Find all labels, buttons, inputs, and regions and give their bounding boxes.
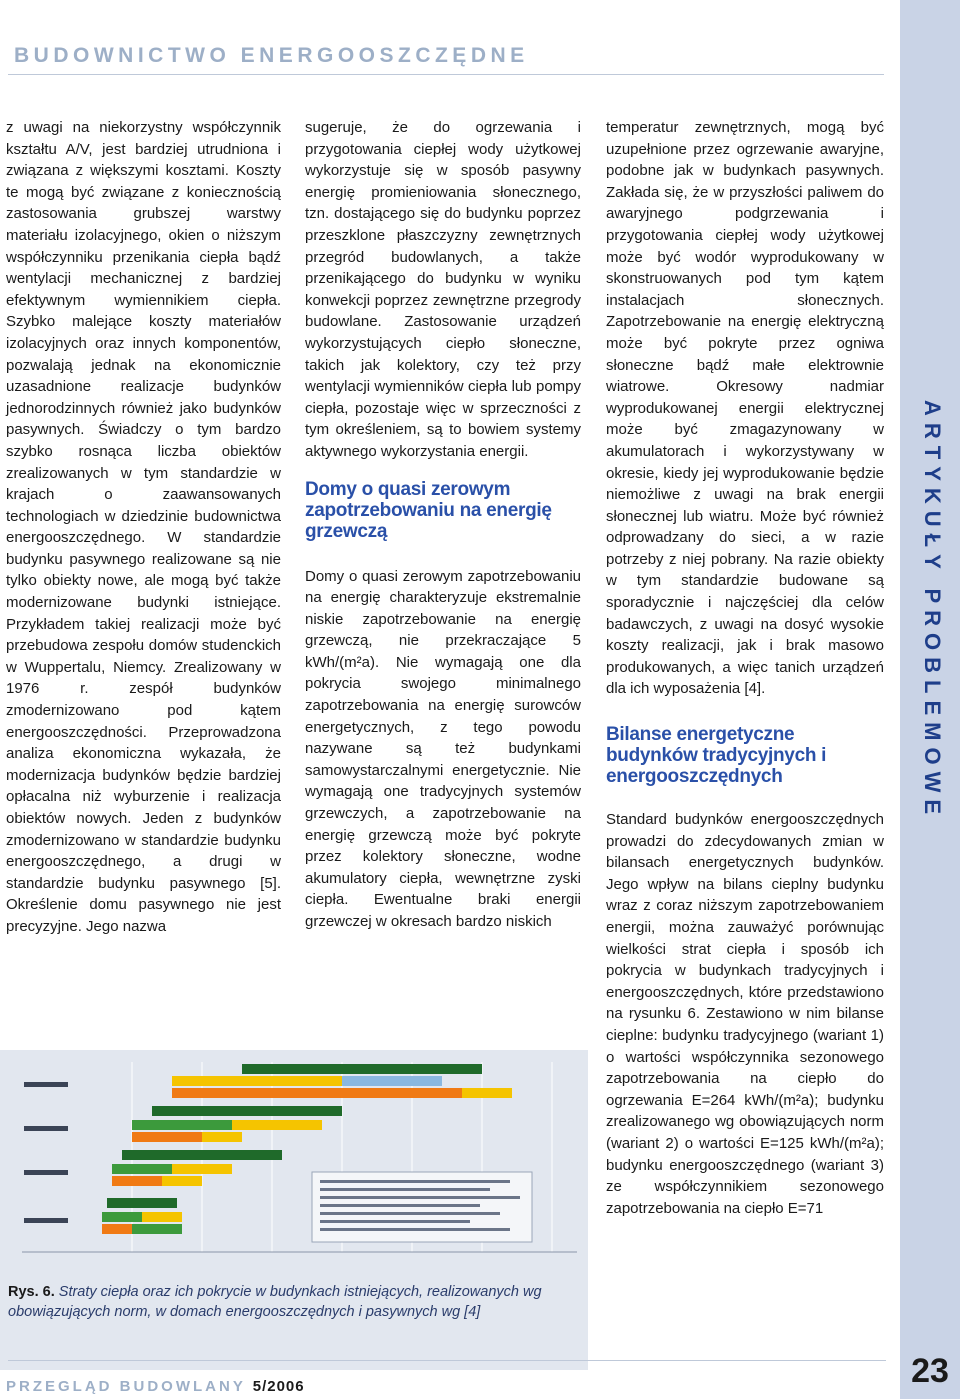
bar-variant3-coverage [112,1176,162,1186]
bar-variant3-ventilation [172,1164,232,1174]
group-header-bar-4 [107,1198,177,1208]
footer-issue: 5/2006 [252,1378,305,1395]
footer-magazine [6,1378,305,1395]
column-2-text-bottom: Domy o quasi zerowym zapotrzebowaniu na energię charakteryzuje ekstremalnie niskie zapotrzebowanie na energię grzewczą, nie przekraczające 5 kWh/(m²a). Nie wymagają one dla pokrycia swojego minimalnego zapotrzebowania na energię surowców energetycznych, z tego powodu nazywane są też budynkami samowystarczalnymi energetycznie. Nie wymagają one tradycyjnych systemów grzewczych, a zapotrzebowanie na energię grzewczą może być pokryte przez kolektory słoneczne, wodne akumulatory ciepła, wewnętrzne zyski ciepła. Ewentualne braki energii grzewczej w okresach bardzo niskich [305,567,581,930]
section-heading-energy-balance: Bilanse energetyczne budynków tradycyjnych i energooszczędnych [606,724,827,788]
bar-variant1-gains [462,1088,512,1098]
column-1-text: z uwagi na niekorzystny współczynnik kształtu A/V, jest bardziej utrudniona i związana z większymi kosztami. Koszty te mogą być związane z koniecznością zastosowania grubszej warstwy materiału izolacyjnego, okien o niższym współczynniku przenikania ciepła bądź wentylacji mechanicznej z bardziej efektywnym wymiennikiem ciepła. Szybko malejące koszty materiałów izolacyjnych oraz innych komponentów, pozwalają jednak na ekonomicznie uzasadnione realizacje budynków jednorodzinnych również jako budynków pasywnych. Świadczy o tym bardzo szybko rosnąca liczba obiektów zrealizowanych w tym standardzie w krajach o zaawansowanych technologiach w dziedzinie budownictwa energooszczędnego. W standardzie budynku pasywnego realizowane są nie tylko obiekty nowe, ale mogą być także modernizowane budynki istniejące. Przykładem takiej realizacji może być przebudowa zespołu domów studenckich w Wuppertalu, Niemcy. Zrealizowany w 1976 r. zespół budynków zmodernizowano pod kątem energooszczędności. Przeprowadzona analiza ekonomiczna wykazała, że modernizacja budynków będzie bardziej opłacalna niż wyburzenie i realizacja obiektów nowych. Jeden z budynków zmodernizowano w standardzie budynku energooszczędnego, a drugi w standardzie budynku pasywnego [5]. Określenie domu pasywnego nie jest precyzyjne. Jego nazwa [6,119,281,935]
group-header-bar-2 [152,1106,342,1116]
bar-variant2-losses [132,1120,232,1130]
page-number: 23 [911,1352,949,1390]
column-3-text-top: temperatur zewnętrznych, mogą być uzupełnione przez ogrzewanie awaryjne, podobne jak w budynkach pasywnych. Zakłada się, że w przyszłości paliwem do awaryjnego podgrzewania i przygotowania ciepłej wody użytkowej może być wodór wyprodukowany w skonstruowanych pod tym kątem instalacjach słonecznych. Zapotrzebowanie na energię elektryczną może być pokryte przez ogniwa słoneczne bądź małe elektrownie wiatrowe. Okresowy nadmiar wyprodukowanej energii elektrycznej może być zmagazynowany w akumulatorach i wykorzystywany w okresie, kiedy jej wyprodukowanie będzie niemożliwe z uwagi na brak energii słonecznej lub wiatru. Może być również odprowadzany do sieci, a w razie potrzeby z niej pobrany. Na razie obiekty w tym standardzie budowane są sporadycznie i najczęściej dla celów badawczych, z uwagi na dosyć wysokie koszty realizacji, jak i brak masowo produkowanych, a więc tanich urządzeń dla ich wyposażenia [4]. [606,119,884,698]
figure-caption [8,1282,580,1322]
group-header-bar [242,1064,482,1074]
side-label-text: ARTYKUŁY PROBLEMOWE [920,400,945,822]
bar-variant3-gains [162,1176,202,1186]
bar-variant3-losses [112,1164,172,1174]
header-divider [8,74,884,75]
bar-variant1-ventilation [342,1076,442,1086]
text-column-3 [606,117,884,1219]
column-3-text-bottom: Standard budynków energooszczędnych prowadzi do zdecydowanych zmian w bilansach energetycznych budynków. Jego wpływ na bilans cieplny budynku wraz z coraz niższym zapotrzebowaniem energii, można zauważyć porównując wielkości strat ciepła i sposób ich pokrycia w budynkach tradycyjnych i energooszczędnych, które przedstawiono na rysunku 6. Zestawiono w nim bilanse cieplne: budynku tradycyjnego (wariant 1) o wartości współczynnika sezonowego zapotrzebowania na ciepło do ogrzewania E=264 kWh/(m²a); budynku zrealizowanego wg obowiązujących norm (wariant 2) o wartości E=125 kWh/(m²a); budynku energooszczędnego (wariant 3) ze współczynnikiem sezonowego zapotrzebowania na ciepło E=71 [606,811,884,1217]
bar-variant4-gains [132,1224,182,1234]
section-heading-quasi-zero: Domy o quasi zerowym zapotrzebowaniu na energię grzewczą [305,478,552,542]
bar-variant2-gains [202,1132,242,1142]
group-header-bar-3 [122,1150,282,1160]
footer-magazine-name: PRZEGLĄD BUDOWLANY [6,1378,246,1395]
text-column-2 [305,117,581,933]
text-column-1 [6,117,281,938]
bar-variant2-coverage [132,1132,202,1142]
side-label [905,400,955,880]
bar-variant4-losses [102,1212,142,1222]
bar-variant4-coverage [102,1224,132,1234]
figure-caption-label: Rys. 6. [8,1284,55,1300]
bar-variant4-ventilation [142,1212,182,1222]
bar-variant1-coverage [172,1088,462,1098]
footer-divider [8,1360,886,1361]
bar-variant2-ventilation [232,1120,322,1130]
section-header-title: BUDOWNICTWO ENERGOOSZCZĘDNE [14,44,529,67]
column-2-text-top: sugeruje, że do ogrzewania i przygotowania ciepłej wody użytkowej wykorzystuje się w sposób pasywny energię promieniowania słonecznego, tzn. dostającego się do budynku poprzez przeszklone płaszczyzny zewnętrznych przegród budowlanych, a także przenikającego do budynku w wyniku konwekcji poprzez zewnętrzne przegrody budowlane. Zastosowanie urządzeń wykorzystujących ciepło słoneczne, takich jak kolektory, czy też przy wentylacji wymienników ciepła lub pompy ciepła, pozostaje więc w sprzeczności z tym określeniem, są to bowiem systemy aktywnego wykorzystania energii. [305,119,581,460]
figure-chart-image [22,1062,577,1267]
bar-variant1-losses [172,1076,342,1086]
figure-caption-text: Straty ciepła oraz ich pokrycie w budynkach istniejących, realizowanych wg obowiązujących norm, w domach energooszczędnych i pasywnych wg [4] [8,1284,542,1320]
